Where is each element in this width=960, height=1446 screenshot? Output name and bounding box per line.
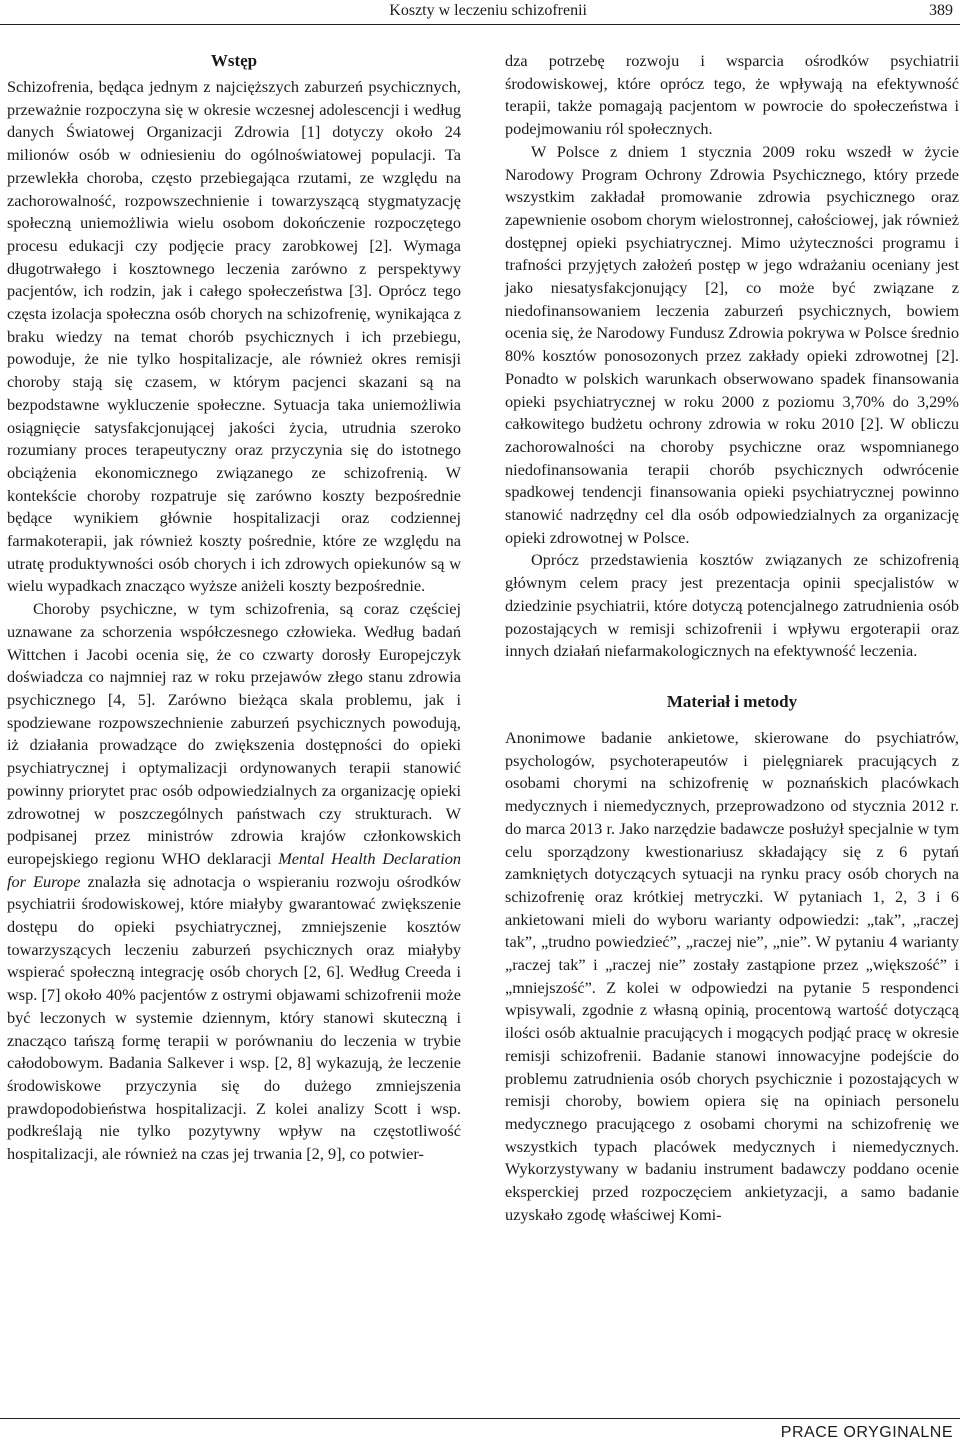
left-column — [7, 50, 461, 1166]
declaration-title: Mental Health Declaration for Europe — [7, 848, 461, 891]
page-number: 389 — [929, 2, 953, 19]
paragraph-methods: Anonimowe badanie ankietowe, skierowane do psychiatrów, psychologów, psychoterapeutów i pielęgniarek pracujących z osobami chorymi na schizofrenię w poznańskich placówkach medycznych i niemedycznych, przeprowadzono od stycznia 2012 r. do marca 2013 r. Jako narzędzie badawcze posłużył specjalnie w tym celu sporządzony kwestionariusz składający się z 6 pytań zamkniętych dotyczących sytuacji na rynku pracy osób chorych na schizofrenię oraz krótkiej metryczki. W pytaniach 1, 2, 3 i 6 ankietowani mieli do wyboru warianty odpowiedzi: „tak”, „raczej tak”, „trudno powiedzieć”, „raczej nie”, „nie”. W pytaniu 4 warianty „raczej tak” i „raczej nie” zostały zastąpione przez „większość” i „mniejszość”. Z kolei w odpowiedzi na pytanie 5 respondenci wpisywali, zgodnie z własną opinią, procentową wartość dotyczącą ilości osób aktualnie pracujących i mogących podjąć pracę w okresie remisji schizofrenii. Badanie stanowi innowacyjne podejście do problemu zatrudnienia osób chorych psychicznie i pozostających w remisji choroby, bowiem opiera się na opiniach personelu medycznego pracującego z osobami chorymi na schizofrenię we wszystkich typach placówek medycznych i niemedycznych. Wykorzystywany w badaniu instrument badawczy poddano ocenie eksperckiej przed rozpoczęciem ankietyzacji, a samo badanie uzyskało zgodę właściwej Komi- — [505, 727, 959, 1224]
paragraph-intro: Schizofrenia, będąca jednym z najcięższych zaburzeń psychicznych, przeważnie rozpoczyna się w okresie wczesnej adolescencji i według danych Światowej Organizacji Zdrowia [1] dotyczy około 24 milionów osób w odniesieniu do ogólnoświatowej populacji. Ta przewlekła choroba, często przebiegająca rzutami, ze względu na zachorowalność, rozpowszechnienie i towarzyszącą stygmatyzację społeczną uniemożliwia wielu osobom dokończenie rozpoczętego procesu edukacji czy podjęcie pracy zarobkowej [2]. Wymaga długotrwałego i kosztownego leczenia zarówno z perspektywy pacjentów, ich rodzin, jak i całego społeczeństwa [3]. Oprócz tego częsta izolacja społeczna osób chorych na schizofrenię, wynikająca z braku wiedzy na temat chorób psychicznych i ich przebiegu, powoduje, że nie tylko hospitalizacje, ale również okres remisji choroby stają się czasem, w którym pacjenci skazani są na bezpodstawne wykluczenie społeczne. Sytuacja taka uniemożliwia osiągnięcie satysfakcjonującej jakości życia, utrudnia szeroko rozumiany proces terapeutyczny oraz przyczynia się do istotnego obciążenia ekonomicznego związanego ze schizofrenią. W kontekście choroby rozpatruje się zarówno koszty bezpośrednie będące wynikiem głównie hospitalizacji oraz codziennej farmakoterapii, jak również koszty pośrednie, które ze względu na utratę produktywności osób chorych i ich zdrowych opiekunów są w wielu wypadkach znacząco wyższe aniżeli koszty bezpośrednie. — [7, 77, 461, 596]
footer-rule — [0, 1418, 960, 1419]
right-column — [505, 50, 959, 1226]
section-heading-material: Materiał i metody — [666, 691, 798, 711]
header-rule — [0, 24, 960, 25]
section-heading-wstep: Wstęp — [210, 51, 258, 70]
paragraph-text: znalazła się adnotacja o wspieraniu rozwoju ośrodków psychiatrii środowiskowej, które miałyby gwarantować zwiększenie dostępu do opieki psychiatrycznej, zmniejszenie kosztów towarzyszących leczeniu zaburzeń psychicznych oraz miałyby wspierać społeczną integrację osób chorych [2, 6]. Według Creeda i wsp. [7] około 40% pacjentów z ostrymi objawami schizofrenii może być leczonych w systemie dziennym, który stanowi skuteczną i znacząco tańszą formę terapii w porównaniu do leczenia w trybie całodobowym. Badania Salkever i wsp. [2, 8] wykazują, że leczenie środowiskowe przyczynia się do dużego zmniejszenia prawdopodobieństwa hospitalizacji. Z kolei analizy Scott i wsp. podkreślają nie tylko pozytywny wpływ na częstotliwość hospitalizacji, ale również na czas jej trwania [2, 9], co potwier- — [7, 871, 461, 1164]
paragraph-continuation: dza potrzebę rozwoju i wsparcia ośrodków psychiatrii środowiskowej, które oprócz tego, że wpływają na efektywność terapii, także pomagają pacjentom w powrocie do społeczeństwa i podejmowaniu ról społecznych. — [505, 51, 959, 139]
paragraph-poland-program: W Polsce z dniem 1 stycznia 2009 roku wszedł w życie Narodowy Program Ochrony Zdrowia Psychicznego, który przede wszystkim zakładał promowanie zdrowia psychicznego oraz zapewnienie osobom chorym wielostronnej, całościowej, jak również dostępnej opieki psychiatrycznej. Mimo użyteczności programu i trafności przyjętych założeń postęp w jego wdrażaniu oceniany jest jako niesatysfakcjonujący [2], co może być związane z niedofinansowaniem leczenia zaburzeń psychicznych, bowiem ocenia się, że Narodowy Fundusz Zdrowia pokrywa w Polsce średnio 80% kosztów ponosozonych przez zakłady opieki zdrowotnej [2]. Ponadto w polskich warunkach obserwowano spadek finansowania opieki psychiatrycznej w roku 2000 z poziomu 3,70% do 3,29% całkowitego budżetu ochrony zdrowia w roku 2010 [2]. W obliczu zachorowalności na choroby psychiczne oraz wspomnianego niedofinansowania terapii chorób psychicznych odwrócenie spadkowej tendencji finansowania opieki psychiatrycznej powinno stanowić nadrzędny cel dla osób odpowiedzialnych za organizację opieki zdrowotnej w Polsce. — [505, 141, 959, 547]
running-title: Koszty w leczeniu schizofrenii — [389, 2, 587, 19]
paragraph-text: Choroby psychiczne, w tym schizofrenia, są coraz częściej uznawane za schorzenia współczesnego człowieka. Według badań Wittchen i Jacobi ocenia się, że co czwarty dorosły Europejczyk doświadcza co najmniej raz w roku przejawów złego stanu zdrowia psychicznego [4, 5]. Zarówno bieżąca skala problemu, jak i spodziewane rozpowszechnienie zaburzeń psychicznych powodują, iż działania prowadzące do zwiększenia dostępności do opieki psychiatrycznej i optymalizacji ordynowanych terapii stanowić powinny priorytet prac osób odpowiedzialnych za organizację opieki zdrowotnej w poszczególnych państwach czy strukturach. W podpisanej przez ministrów zdrowia krajów członkowskich europejskiego regionu WHO deklaracji — [7, 599, 461, 868]
page-header — [0, 0, 960, 26]
paragraph-aim: Oprócz przedstawienia kosztów związanych ze schizofrenią głównym celem pracy jest prezentacja opinii specjalistów w dziedzinie psychiatrii, które dotyczą potencjalnego zatrudnienia osób pozostających w remisji schizofrenii i wpływu ergoterapii oraz innych działań niefarmakologicznych na efektywność leczenia. — [505, 550, 959, 661]
footer-section-label: PRACE ORYGINALNE — [780, 1424, 953, 1441]
paragraph-mental-health — [7, 598, 461, 1166]
